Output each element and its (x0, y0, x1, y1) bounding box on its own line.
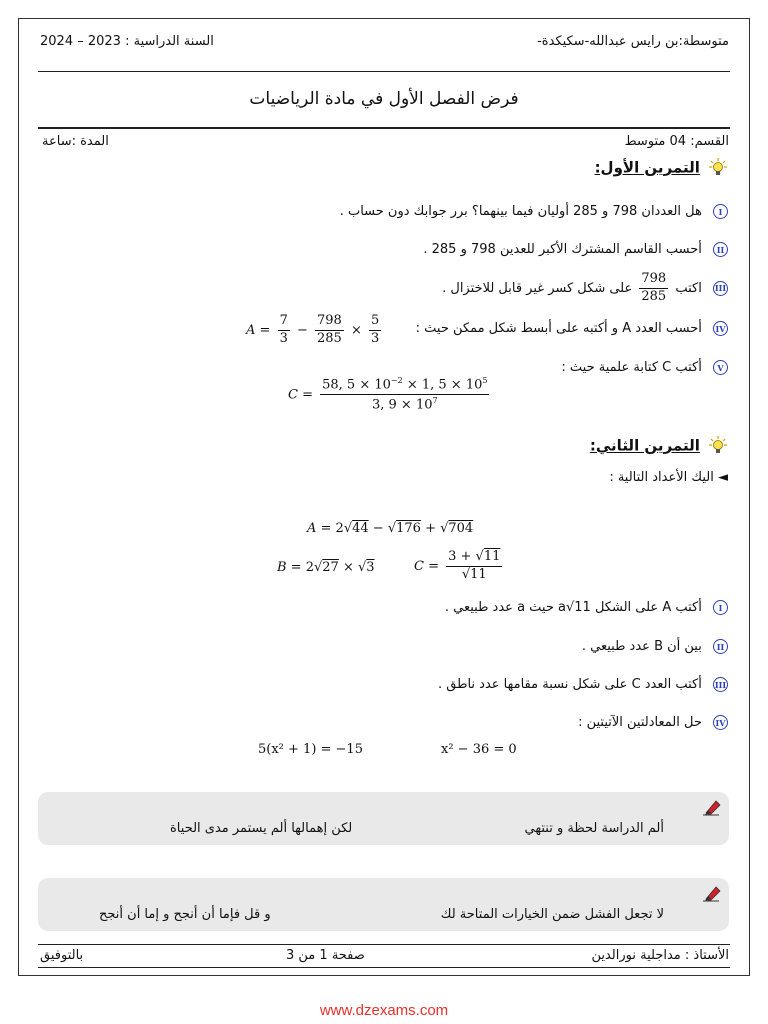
watermark-link[interactable]: www.dzexams.com (319, 1002, 449, 1019)
ex1-item-4 (416, 321, 728, 336)
formula-b-ex2: B = 2√27 × √3 (277, 560, 375, 575)
teacher-name: الأستاذ : مداجلية نورالدين (591, 948, 729, 963)
item-number-badge: I (713, 600, 728, 615)
footer-divider (38, 944, 730, 945)
ex1-item-1-text: هل العددان 798 و 285 أوليان فيما بينهما؟ برر جوابك دون حساب . (339, 204, 702, 219)
exercise2-heading (590, 435, 728, 459)
good-luck: بالتوفيق (40, 948, 84, 963)
ex2-item-2-text: بين أن B عدد طبيعي . (581, 639, 702, 654)
formula-c-ex1: C = $\frac{58, 5 \times 10^{-2} \times 1, 5 \times 10^5}{3, 9 \times 10^7}$ (288, 376, 488, 413)
quote-1-left: لكن إهمالها ألم يستمر مدى الحياة (170, 821, 353, 836)
fraction-numerator: 798 (639, 272, 668, 289)
item-number-badge: V (713, 360, 728, 375)
item-number-badge: II (713, 639, 728, 654)
ex1-item-2 (423, 242, 728, 257)
ex1-item-4-text: أحسب العدد A و أكتبه على أبسط شكل ممكن حيث : (415, 321, 702, 336)
duration: المدة :ساعة (42, 134, 109, 149)
item-number-badge: II (713, 242, 728, 257)
equation-2: x² − 36 = 0 (441, 742, 517, 757)
ex1-item-5-text: أكتب C كتابة علمية حيث : (561, 360, 702, 375)
ex2-item-2 (582, 639, 728, 654)
class-level: القسم: 04 متوسط (624, 134, 729, 149)
page-number: صفحة 1 من 3 (286, 948, 365, 963)
quote-2-left: و قل فإما أن أنجح و إما أن أنجح (99, 907, 271, 922)
quote-box-1 (38, 792, 729, 845)
item-number-badge: IV (713, 715, 728, 730)
lightbulb-icon (708, 157, 728, 181)
pencil-icon (703, 798, 723, 820)
school-year: السنة الدراسية : 2023 – 2024 (40, 34, 214, 49)
exercise2-title: التمرين الثاني: (589, 436, 700, 455)
quote-2-right: لا تجعل الفشل ضمن الخيارات المتاحة لك (440, 907, 664, 922)
formula-c-ex2: C = $\frac{3 + √11}{√11}$ (414, 549, 501, 582)
exercise1-title: التمرين الأول: (594, 158, 700, 177)
fraction-denominator: 285 (641, 288, 667, 304)
ex1-item-2-text: أحسب القاسم المشترك الأكبر للعدين 798 و 285 . (423, 242, 702, 257)
ex1-item-3-text-after: على شكل كسر غير قابل للاختزال . (442, 280, 633, 296)
page-title: فرض الفصل الأول في مادة الرياضيات (249, 89, 519, 109)
formula-a-ex2: A = 2√44 − √176 + √704 (307, 521, 474, 536)
lightbulb-icon (708, 435, 728, 459)
school-name: متوسطة:بن رايس عبدالله-سكيكدة- (537, 34, 729, 49)
header-divider (38, 71, 730, 72)
ex1-item-1 (340, 204, 728, 219)
ex2-item-4 (578, 715, 728, 730)
footer-bottom-line (38, 967, 730, 968)
item-number-badge: I (713, 204, 728, 219)
equation-1: 5(x² + 1) = −15 (258, 742, 363, 757)
item-number-badge: IV (713, 321, 728, 336)
ex2-item-3-text: أكتب العدد C على شكل نسبة مقامها عدد ناطق . (438, 677, 702, 692)
ex2-item-1-text: أكتب A على الشكل a√11 حيث a عدد طبيعي . (444, 600, 702, 615)
item-number-badge: III (713, 281, 728, 296)
ex2-item-3 (438, 677, 728, 692)
item-number-badge: III (713, 677, 728, 692)
title-divider (38, 127, 730, 129)
quote-1-right: ألم الدراسة لحظة و تنتهي (524, 821, 664, 836)
ex1-item-5 (561, 360, 728, 375)
pencil-icon (703, 884, 723, 906)
fraction-798-285 (639, 272, 668, 305)
ex2-item-4-text: حل المعادلتين الآتيتين : (578, 715, 702, 730)
ex2-item-1 (445, 600, 728, 615)
exercise1-heading (595, 157, 728, 181)
quote-box-2 (38, 878, 729, 931)
formula-a-ex1: A = $\frac{7}{3}$ − $\frac{798}{285}$ × $\frac{5}{3}$ (246, 313, 380, 346)
exercise2-intro: ◄ اليك الأعداد التالية : (609, 470, 728, 485)
ex1-item-3-text-before: اكتب (675, 280, 702, 296)
ex1-item-3 (442, 272, 728, 305)
